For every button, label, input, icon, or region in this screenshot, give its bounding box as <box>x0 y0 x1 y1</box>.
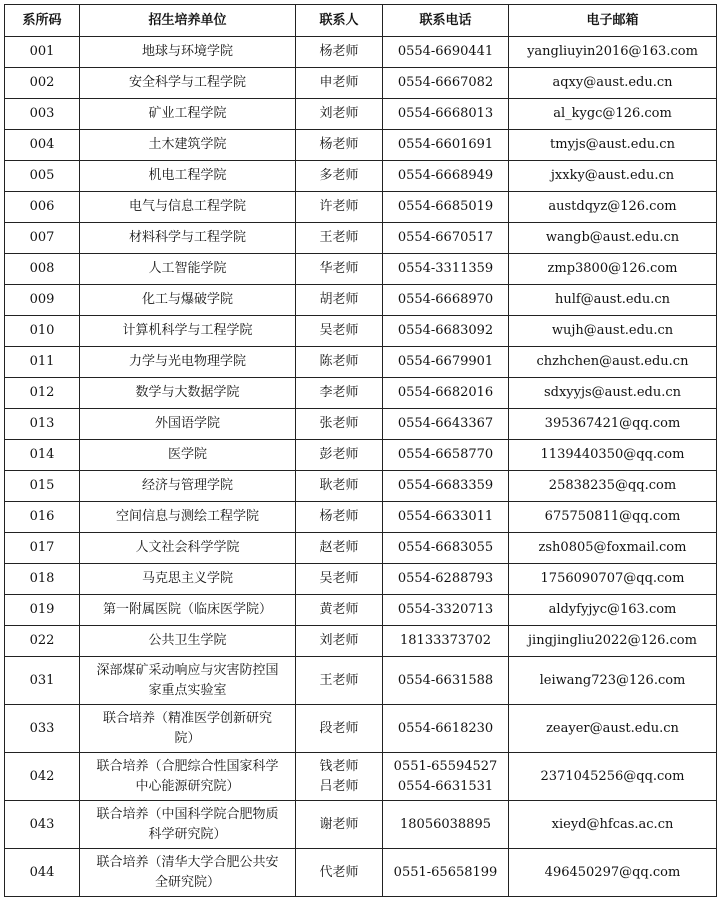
unit-cell: 力学与光电物理学院 <box>80 347 296 378</box>
contact-cell: 许老师 <box>296 192 383 223</box>
contact-cell: 谢老师 <box>296 801 383 849</box>
email-cell: aldyfyjyc@163.com <box>509 595 717 626</box>
code-cell: 009 <box>5 285 80 316</box>
phone-cell: 0554-6683092 <box>383 316 509 347</box>
phone-cell: 0554-6670517 <box>383 223 509 254</box>
email-cell: jxxky@aust.edu.cn <box>509 161 717 192</box>
code-cell: 042 <box>5 753 80 801</box>
email-cell: tmyjs@aust.edu.cn <box>509 130 717 161</box>
table-row <box>5 471 717 502</box>
unit-cell: 化工与爆破学院 <box>80 285 296 316</box>
contact-cell: 彭老师 <box>296 440 383 471</box>
code-cell: 016 <box>5 502 80 533</box>
header-unit: 招生培养单位 <box>80 5 296 37</box>
table-row <box>5 378 717 409</box>
unit-cell: 经济与管理学院 <box>80 471 296 502</box>
table-row <box>5 440 717 471</box>
phone-cell: 0554-3311359 <box>383 254 509 285</box>
email-cell: xieyd@hfcas.ac.cn <box>509 801 717 849</box>
contact-cell: 陈老师 <box>296 347 383 378</box>
code-cell: 044 <box>5 849 80 897</box>
code-cell: 017 <box>5 533 80 564</box>
code-cell: 043 <box>5 801 80 849</box>
contact-cell: 李老师 <box>296 378 383 409</box>
unit-cell: 马克思主义学院 <box>80 564 296 595</box>
table-row <box>5 285 717 316</box>
phone-cell: 0554-6668013 <box>383 99 509 130</box>
table-row <box>5 564 717 595</box>
contact-cell: 黄老师 <box>296 595 383 626</box>
phone-cell: 0554-6685019 <box>383 192 509 223</box>
header-email: 电子邮箱 <box>509 5 717 37</box>
code-cell: 022 <box>5 626 80 657</box>
unit-cell <box>80 705 296 753</box>
contact-line: 钱老师 <box>319 758 359 774</box>
unit-cell <box>80 849 296 897</box>
unit-cell: 土木建筑学院 <box>80 130 296 161</box>
contact-cell: 吴老师 <box>296 564 383 595</box>
code-cell: 011 <box>5 347 80 378</box>
code-cell: 033 <box>5 705 80 753</box>
unit-cell: 公共卫生学院 <box>80 626 296 657</box>
code-cell: 031 <box>5 657 80 705</box>
unit-cell: 矿业工程学院 <box>80 99 296 130</box>
table-row <box>5 99 717 130</box>
contact-cell: 刘老师 <box>296 626 383 657</box>
unit-line: 家重点实验室 <box>148 682 227 698</box>
phone-cell: 0554-6631588 <box>383 657 509 705</box>
email-cell: hulf@aust.edu.cn <box>509 285 717 316</box>
unit-cell: 材料科学与工程学院 <box>80 223 296 254</box>
contact-cell: 杨老师 <box>296 502 383 533</box>
table-row <box>5 347 717 378</box>
email-cell: zeayer@aust.edu.cn <box>509 705 717 753</box>
table-row <box>5 254 717 285</box>
code-cell: 012 <box>5 378 80 409</box>
code-cell: 006 <box>5 192 80 223</box>
contact-cell: 胡老师 <box>296 285 383 316</box>
unit-cell: 空间信息与测绘工程学院 <box>80 502 296 533</box>
contact-cell: 段老师 <box>296 705 383 753</box>
table-row <box>5 409 717 440</box>
email-cell: 2371045256@qq.com <box>509 753 717 801</box>
phone-cell: 0554-3320713 <box>383 595 509 626</box>
code-cell: 018 <box>5 564 80 595</box>
phone-cell: 0554-6679901 <box>383 347 509 378</box>
phone-cell: 0554-6618230 <box>383 705 509 753</box>
code-cell: 004 <box>5 130 80 161</box>
email-cell: wangb@aust.edu.cn <box>509 223 717 254</box>
code-cell: 015 <box>5 471 80 502</box>
table-row <box>5 192 717 223</box>
email-cell: 1139440350@qq.com <box>509 440 717 471</box>
email-cell: zsh0805@foxmail.com <box>509 533 717 564</box>
email-cell: al_kygc@126.com <box>509 99 717 130</box>
phone-cell: 0554-6682016 <box>383 378 509 409</box>
contact-cell: 代老师 <box>296 849 383 897</box>
unit-cell: 数学与大数据学院 <box>80 378 296 409</box>
unit-cell: 地球与环境学院 <box>80 37 296 68</box>
code-cell: 008 <box>5 254 80 285</box>
email-cell: 675750811@qq.com <box>509 502 717 533</box>
unit-line: 科学研究院） <box>148 826 227 842</box>
code-cell: 007 <box>5 223 80 254</box>
phone-cell: 0554-6668970 <box>383 285 509 316</box>
table-row <box>5 626 717 657</box>
code-cell: 002 <box>5 68 80 99</box>
email-cell: wujh@aust.edu.cn <box>509 316 717 347</box>
contact-cell: 张老师 <box>296 409 383 440</box>
phone-cell <box>383 753 509 801</box>
table-row <box>5 533 717 564</box>
phone-cell: 0554-6643367 <box>383 409 509 440</box>
email-cell: chzhchen@aust.edu.cn <box>509 347 717 378</box>
phone-line: 0551-65594527 <box>393 758 498 774</box>
contact-cell: 申老师 <box>296 68 383 99</box>
header-code: 系所码 <box>5 5 80 37</box>
contact-cell: 刘老师 <box>296 99 383 130</box>
email-cell: 1756090707@qq.com <box>509 564 717 595</box>
table-row <box>5 705 717 753</box>
phone-cell: 0554-6690441 <box>383 37 509 68</box>
code-cell: 013 <box>5 409 80 440</box>
unit-line: 联合培养（精准医学创新研究 <box>102 710 272 726</box>
email-cell: 496450297@qq.com <box>509 849 717 897</box>
phone-cell: 0554-6668949 <box>383 161 509 192</box>
unit-cell: 人工智能学院 <box>80 254 296 285</box>
email-cell: austdqyz@126.com <box>509 192 717 223</box>
code-cell: 014 <box>5 440 80 471</box>
unit-cell: 人文社会科学学院 <box>80 533 296 564</box>
phone-cell: 0554-6667082 <box>383 68 509 99</box>
table-row <box>5 223 717 254</box>
unit-line: 联合培养（中国科学院合肥物质 <box>96 806 279 822</box>
unit-line: 院） <box>174 730 201 746</box>
contact-cell: 王老师 <box>296 657 383 705</box>
code-cell: 003 <box>5 99 80 130</box>
table-row <box>5 161 717 192</box>
table-row <box>5 595 717 626</box>
contact-cell: 耿老师 <box>296 471 383 502</box>
unit-line: 联合培养（合肥综合性国家科学 <box>96 758 279 774</box>
phone-cell: 0554-6658770 <box>383 440 509 471</box>
contact-cell <box>296 753 383 801</box>
contact-cell: 华老师 <box>296 254 383 285</box>
contact-cell: 杨老师 <box>296 37 383 68</box>
contact-cell: 多老师 <box>296 161 383 192</box>
contact-table <box>4 4 717 897</box>
table-row <box>5 801 717 849</box>
table-row <box>5 37 717 68</box>
email-cell: 25838235@qq.com <box>509 471 717 502</box>
unit-cell: 机电工程学院 <box>80 161 296 192</box>
email-cell: yangliuyin2016@163.com <box>509 37 717 68</box>
table-row <box>5 68 717 99</box>
phone-cell: 0554-6683055 <box>383 533 509 564</box>
contact-cell: 吴老师 <box>296 316 383 347</box>
phone-line: 0554-6631531 <box>397 778 494 794</box>
email-cell: sdxyyjs@aust.edu.cn <box>509 378 717 409</box>
code-cell: 005 <box>5 161 80 192</box>
unit-cell: 电气与信息工程学院 <box>80 192 296 223</box>
header-row <box>5 5 717 37</box>
email-cell: leiwang723@126.com <box>509 657 717 705</box>
unit-cell: 外国语学院 <box>80 409 296 440</box>
table-row <box>5 849 717 897</box>
email-cell: 395367421@qq.com <box>509 409 717 440</box>
email-cell: aqxy@aust.edu.cn <box>509 68 717 99</box>
contact-cell: 王老师 <box>296 223 383 254</box>
phone-cell: 18133373702 <box>383 626 509 657</box>
phone-cell: 0551-65658199 <box>383 849 509 897</box>
unit-cell: 第一附属医院（临床医学院） <box>80 595 296 626</box>
unit-cell <box>80 753 296 801</box>
contact-cell: 杨老师 <box>296 130 383 161</box>
email-cell: zmp3800@126.com <box>509 254 717 285</box>
phone-cell: 0554-6633011 <box>383 502 509 533</box>
table-row <box>5 130 717 161</box>
header-phone: 联系电话 <box>383 5 509 37</box>
unit-cell: 计算机科学与工程学院 <box>80 316 296 347</box>
table-row <box>5 753 717 801</box>
contact-line: 吕老师 <box>319 778 359 794</box>
phone-cell: 18056038895 <box>383 801 509 849</box>
phone-cell: 0554-6601691 <box>383 130 509 161</box>
phone-cell: 0554-6288793 <box>383 564 509 595</box>
unit-line: 联合培养（清华大学合肥公共安 <box>96 854 279 870</box>
unit-cell: 安全科学与工程学院 <box>80 68 296 99</box>
unit-cell <box>80 801 296 849</box>
code-cell: 010 <box>5 316 80 347</box>
unit-cell <box>80 657 296 705</box>
header-contact: 联系人 <box>296 5 383 37</box>
phone-cell: 0554-6683359 <box>383 471 509 502</box>
email-cell: jingjingliu2022@126.com <box>509 626 717 657</box>
code-cell: 001 <box>5 37 80 68</box>
table-row <box>5 657 717 705</box>
table-row <box>5 502 717 533</box>
contact-cell: 赵老师 <box>296 533 383 564</box>
code-cell: 019 <box>5 595 80 626</box>
unit-line: 深部煤矿采动响应与灾害防控国 <box>96 662 279 678</box>
unit-cell: 医学院 <box>80 440 296 471</box>
unit-line: 中心能源研究院） <box>135 778 240 794</box>
unit-line: 全研究院） <box>154 874 220 890</box>
table-row <box>5 316 717 347</box>
